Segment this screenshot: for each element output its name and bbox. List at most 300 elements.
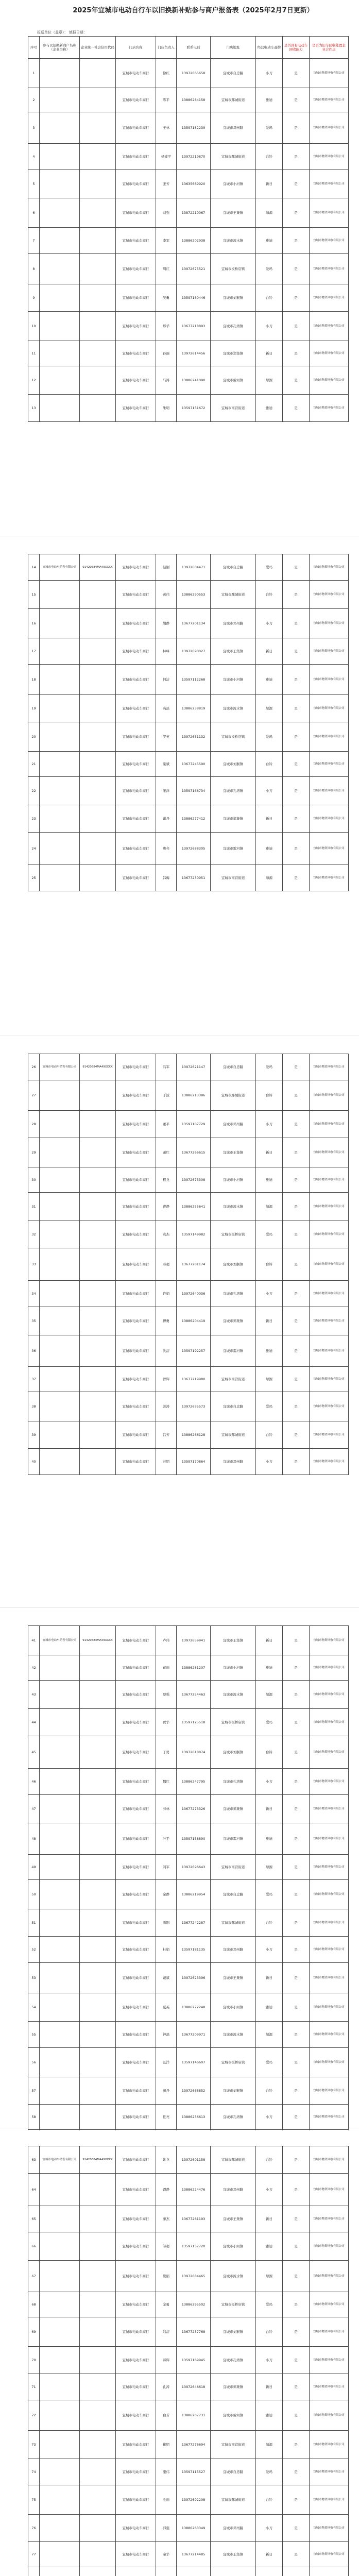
cell-brand: 绿源 bbox=[256, 1855, 283, 1880]
cell-brand: 小刀 bbox=[256, 2105, 283, 2130]
cell-credit-code bbox=[80, 1795, 116, 1823]
cell-partner: 宜城市物资回收有限公司 bbox=[310, 2485, 349, 2515]
cell-manager: 谢丹 bbox=[156, 805, 177, 833]
cell-partner: 宜城市物资回收有限公司 bbox=[310, 1736, 349, 1769]
cell-address: 宜城市邓州路 bbox=[211, 2515, 256, 2542]
merchant-table bbox=[28, 554, 349, 891]
cell-credit-code bbox=[80, 1449, 116, 1475]
cell-credit-code bbox=[80, 722, 116, 752]
cell-recycle: 是 bbox=[283, 2206, 310, 2232]
cell-manager: 邱强 bbox=[156, 2515, 177, 2542]
table-row bbox=[28, 1193, 349, 1221]
cell-phone: 13972675521 bbox=[177, 254, 211, 284]
column-header-credit-code: 企业统一社会信用代码 bbox=[80, 37, 116, 59]
cell-company bbox=[40, 1307, 80, 1335]
cell-recycle: 是 bbox=[283, 144, 310, 170]
cell-address: 宜城市流水镇 bbox=[211, 1193, 256, 1221]
table-row bbox=[28, 2292, 349, 2317]
cell-credit-code bbox=[80, 1080, 116, 1111]
cell-recycle: 是 bbox=[283, 1111, 310, 1138]
cell-seq: 46 bbox=[28, 1769, 40, 1795]
cell-address: 宜城市王集镇 bbox=[211, 2206, 256, 2232]
cell-seq: 29 bbox=[28, 1138, 40, 1167]
table-row bbox=[28, 1335, 349, 1367]
cell-company bbox=[40, 581, 80, 609]
cell-company bbox=[40, 2374, 80, 2400]
cell-phone: 13972684465 bbox=[177, 2261, 211, 2292]
cell-address: 宜城市鄢城街道 bbox=[211, 88, 256, 112]
cell-seq: 72 bbox=[28, 2400, 40, 2431]
merchant-table bbox=[28, 1054, 349, 1475]
column-header-manager: 门店负责人 bbox=[156, 37, 177, 59]
cell-phone: 13597131672 bbox=[177, 395, 211, 422]
cell-company bbox=[40, 1138, 80, 1167]
table-row bbox=[28, 1880, 349, 1909]
table-row bbox=[28, 312, 349, 341]
table-row bbox=[28, 1993, 349, 2022]
table-row bbox=[28, 1909, 349, 1937]
cell-seq: 34 bbox=[28, 1281, 40, 1307]
cell-recycle: 是 bbox=[283, 865, 310, 891]
cell-store: 宜城市电动车商行 bbox=[116, 1193, 156, 1221]
cell-brand: 小刀 bbox=[256, 1937, 283, 1963]
cell-phone: 13886263349 bbox=[177, 2515, 211, 2542]
cell-address: 宜城市王集镇 bbox=[211, 2542, 256, 2567]
cell-company: 宜城市电动车销售有限公司 bbox=[40, 1626, 80, 1655]
cell-brand: 雅迪 bbox=[256, 665, 283, 695]
cell-store: 宜城市电动车商行 bbox=[116, 1111, 156, 1138]
cell-credit-code bbox=[80, 2567, 116, 2576]
cell-store: 宜城市电动车商行 bbox=[116, 1909, 156, 1937]
cell-phone: 13886272248 bbox=[177, 1993, 211, 2022]
cell-manager: 康伟 bbox=[156, 2459, 177, 2485]
cell-phone: 13872210067 bbox=[177, 198, 211, 228]
cell-company bbox=[40, 1795, 80, 1823]
cell-credit-code bbox=[80, 1138, 116, 1167]
cell-phone: 13597182239 bbox=[177, 112, 211, 144]
cell-address: 宜城市孔湾镇 bbox=[211, 1769, 256, 1795]
cell-store: 宜城市电动车商行 bbox=[116, 1626, 156, 1655]
cell-brand: 绿源 bbox=[256, 2261, 283, 2292]
report-unit-line: 报送单位（盖章）： 填报日期： bbox=[37, 30, 87, 35]
cell-brand: 新日 bbox=[256, 170, 283, 198]
cell-credit-code bbox=[80, 2105, 116, 2130]
cell-partner: 宜城市物资回收有限公司 bbox=[310, 2515, 349, 2542]
cell-recycle: 是 bbox=[283, 581, 310, 609]
cell-manager: 贾华 bbox=[156, 1709, 177, 1736]
cell-credit-code bbox=[80, 2347, 116, 2374]
table-row bbox=[28, 2347, 349, 2374]
cell-brand: 台铃 bbox=[256, 284, 283, 312]
cell-brand: 爱玛 bbox=[256, 254, 283, 284]
cell-company bbox=[40, 2174, 80, 2206]
table-row bbox=[28, 341, 349, 366]
cell-recycle: 是 bbox=[283, 2022, 310, 2048]
cell-store: 宜城市电动车商行 bbox=[116, 722, 156, 752]
cell-seq: 56 bbox=[28, 2048, 40, 2077]
cell-brand bbox=[256, 2567, 283, 2576]
cell-seq: 20 bbox=[28, 722, 40, 752]
cell-seq: 41 bbox=[28, 1626, 40, 1655]
cell-phone: 13886284158 bbox=[177, 88, 211, 112]
cell-recycle: 是 bbox=[283, 2374, 310, 2400]
cell-seq: 36 bbox=[28, 1335, 40, 1367]
cell-credit-code bbox=[80, 752, 116, 777]
cell-phone: 13597112268 bbox=[177, 665, 211, 695]
cell-seq: 48 bbox=[28, 1823, 40, 1855]
table-row bbox=[28, 1769, 349, 1795]
cell-manager: 胡静 bbox=[156, 609, 177, 638]
cell-company bbox=[40, 1855, 80, 1880]
table-row bbox=[28, 2232, 349, 2261]
cell-store: 宜城市电动车商行 bbox=[116, 2048, 156, 2077]
cell-recycle: 是 bbox=[283, 254, 310, 284]
cell-credit-code bbox=[80, 1993, 116, 2022]
cell-store: 宜城市电动车商行 bbox=[116, 2431, 156, 2459]
cell-store: 宜城市电动车商行 bbox=[116, 2174, 156, 2206]
cell-partner: 宜城市物资回收有限公司 bbox=[310, 366, 349, 395]
cell-seq: 31 bbox=[28, 1193, 40, 1221]
cell-partner: 宜城市物资回收有限公司 bbox=[310, 88, 349, 112]
cell-credit-code bbox=[80, 865, 116, 891]
cell-recycle: 是 bbox=[283, 2146, 310, 2174]
table-row bbox=[28, 1681, 349, 1709]
cell-recycle: 是 bbox=[283, 198, 310, 228]
cell-credit-code bbox=[80, 395, 116, 422]
cell-recycle: 是 bbox=[283, 2400, 310, 2431]
cell-store: 宜城市电动车商行 bbox=[116, 88, 156, 112]
cell-partner: 宜城市物资回收有限公司 bbox=[310, 2459, 349, 2485]
cell-manager: 蒋丽 bbox=[156, 1655, 177, 1681]
cell-manager: 沈洁 bbox=[156, 1335, 177, 1367]
cell-seq: 54 bbox=[28, 1993, 40, 2022]
cell-recycle: 是 bbox=[283, 665, 310, 695]
cell-seq: 44 bbox=[28, 1709, 40, 1736]
cell-credit-code bbox=[80, 1167, 116, 1193]
table-row bbox=[28, 1823, 349, 1855]
table-row bbox=[28, 1054, 349, 1080]
cell-seq: 26 bbox=[28, 1054, 40, 1080]
cell-partner: 宜城市物资回收有限公司 bbox=[310, 2174, 349, 2206]
cell-credit-code bbox=[80, 665, 116, 695]
cell-address: 宜城市鄢城街道 bbox=[211, 1421, 256, 1449]
cell-phone: 13972651132 bbox=[177, 722, 211, 752]
table-row bbox=[28, 59, 349, 88]
cell-phone: 13597125518 bbox=[177, 1709, 211, 1736]
cell-manager: 宋洋 bbox=[156, 777, 177, 805]
cell-partner: 宜城市物资回收有限公司 bbox=[310, 1281, 349, 1307]
cell-address: 宜城市郑集镇 bbox=[211, 1795, 256, 1823]
cell-store: 宜城市电动车商行 bbox=[116, 2347, 156, 2374]
table-row bbox=[28, 1421, 349, 1449]
cell-address: 宜城市雷河镇 bbox=[211, 1823, 256, 1855]
cell-company bbox=[40, 1655, 80, 1681]
cell-partner: 宜城市物资回收有限公司 bbox=[310, 1367, 349, 1392]
cell-seq: 75 bbox=[28, 2485, 40, 2515]
cell-brand: 爱玛 bbox=[256, 1392, 283, 1421]
cell-partner: 宜城市物资回收有限公司 bbox=[310, 722, 349, 752]
cell-partner: 宜城市物资回收有限公司 bbox=[310, 609, 349, 638]
cell-address: 宜城市流水镇 bbox=[211, 2022, 256, 2048]
cell-recycle: 是 bbox=[283, 366, 310, 395]
cell-address: 宜城市小河镇 bbox=[211, 665, 256, 695]
cell-store: 宜城市电动车商行 bbox=[116, 1335, 156, 1367]
cell-brand: 新日 bbox=[256, 805, 283, 833]
cell-brand: 小刀 bbox=[256, 2174, 283, 2206]
cell-store: 宜城市电动车商行 bbox=[116, 1221, 156, 1248]
cell-phone: 13635669920 bbox=[177, 170, 211, 198]
cell-store: 宜城市电动车商行 bbox=[116, 1823, 156, 1855]
cell-partner: 宜城市物资回收有限公司 bbox=[310, 2077, 349, 2105]
table-row bbox=[28, 112, 349, 144]
cell-address: 宜城市孔湾镇 bbox=[211, 2105, 256, 2130]
cell-seq: 19 bbox=[28, 695, 40, 722]
table-row bbox=[28, 833, 349, 865]
cell-manager: 曹静 bbox=[156, 1193, 177, 1221]
cell-company bbox=[40, 1736, 80, 1769]
cell-address: 宜城市板桥店镇 bbox=[211, 254, 256, 284]
table-row bbox=[28, 1855, 349, 1880]
cell-address: 宜城市邓州路 bbox=[211, 1449, 256, 1475]
cell-recycle: 是 bbox=[283, 2105, 310, 2130]
cell-store: 宜城市电动车商行 bbox=[116, 1307, 156, 1335]
cell-seq: 73 bbox=[28, 2431, 40, 2459]
cell-store: 宜城市电动车商行 bbox=[116, 2261, 156, 2292]
cell-address: 宜城市郑集镇 bbox=[211, 341, 256, 366]
cell-store: 宜城市电动车商行 bbox=[116, 2077, 156, 2105]
cell-address: 宜城市邓州路 bbox=[211, 609, 256, 638]
cell-company bbox=[40, 2485, 80, 2515]
cell-partner: 宜城市物资回收有限公司 bbox=[310, 1054, 349, 1080]
cell-partner: 宜城市物资回收有限公司 bbox=[310, 2206, 349, 2232]
cell-phone: 13886213386 bbox=[177, 1080, 211, 1111]
cell-address: 宜城市南营街道 bbox=[211, 865, 256, 891]
cell-brand: 台铃 bbox=[256, 2485, 283, 2515]
cell-manager: 姚龙 bbox=[156, 2146, 177, 2174]
cell-address: 宜城市自忠路 bbox=[211, 2459, 256, 2485]
cell-recycle: 是 bbox=[283, 752, 310, 777]
cell-phone: 13677266615 bbox=[177, 1138, 211, 1167]
cell-store: 宜城市电动车商行 bbox=[116, 1681, 156, 1709]
cell-store: 宜城市电动车商行 bbox=[116, 554, 156, 581]
cell-partner: 宜城市物资回收有限公司 bbox=[310, 2400, 349, 2431]
cell-brand: 台铃 bbox=[256, 2146, 283, 2174]
cell-store: 宜城市电动车商行 bbox=[116, 2374, 156, 2400]
cell-manager: 黄伟 bbox=[156, 581, 177, 609]
cell-address: 宜城市郑集镇 bbox=[211, 1307, 256, 1335]
cell-store: 宜城市电动车商行 bbox=[116, 1795, 156, 1823]
cell-seq: 53 bbox=[28, 1963, 40, 1993]
cell-recycle: 是 bbox=[283, 695, 310, 722]
cell-address: 宜城市板桥店镇 bbox=[211, 1221, 256, 1248]
cell-seq: 58 bbox=[28, 2105, 40, 2130]
cell-phone: 13972646618 bbox=[177, 2374, 211, 2400]
cell-brand: 雅迪 bbox=[256, 1655, 283, 1681]
cell-store: 宜城市电动车商行 bbox=[116, 695, 156, 722]
cell-recycle: 是 bbox=[283, 1193, 310, 1221]
cell-manager: 白芳 bbox=[156, 2400, 177, 2431]
cell-recycle: 是 bbox=[283, 1367, 310, 1392]
table-row bbox=[28, 1655, 349, 1681]
column-header-partner: 是否为旧车回收处置企业合作点 bbox=[310, 37, 349, 59]
table-row bbox=[28, 2174, 349, 2206]
cell-manager: 梁斌 bbox=[156, 752, 177, 777]
cell-credit-code bbox=[80, 1855, 116, 1880]
cell-phone: 13886202938 bbox=[177, 228, 211, 254]
cell-brand: 小刀 bbox=[256, 1281, 283, 1307]
cell-address: 宜城市鄢城街道 bbox=[211, 2485, 256, 2515]
cell-manager: 郝辉 bbox=[156, 2347, 177, 2374]
cell-address: 宜城市流水镇 bbox=[211, 695, 256, 722]
cell-phone: 13677242287 bbox=[177, 1909, 211, 1937]
table-row bbox=[28, 2077, 349, 2105]
cell-credit-code bbox=[80, 1335, 116, 1367]
table-row bbox=[28, 2317, 349, 2347]
cell-phone: 13886277412 bbox=[177, 805, 211, 833]
cell-brand: 绿源 bbox=[256, 366, 283, 395]
cell-seq: 33 bbox=[28, 1248, 40, 1281]
cell-brand: 台铃 bbox=[256, 1248, 283, 1281]
cell-partner: 宜城市物资回收有限公司 bbox=[310, 2146, 349, 2174]
cell-seq: 3 bbox=[28, 112, 40, 144]
cell-phone: 13886241090 bbox=[177, 366, 211, 395]
table-row bbox=[28, 1709, 349, 1736]
cell-credit-code bbox=[80, 254, 116, 284]
cell-phone: 13972673308 bbox=[177, 1167, 211, 1193]
cell-partner: 宜城市物资回收有限公司 bbox=[310, 1993, 349, 2022]
table-row bbox=[28, 284, 349, 312]
cell-manager: 高磊 bbox=[156, 695, 177, 722]
cell-brand: 雅迪 bbox=[256, 1335, 283, 1367]
cell-recycle: 是 bbox=[283, 1248, 310, 1281]
cell-store: 宜城市电动车商行 bbox=[116, 1963, 156, 1993]
table-row bbox=[28, 1392, 349, 1421]
cell-recycle: 是 bbox=[283, 1392, 310, 1421]
page-3 bbox=[0, 1038, 359, 1605]
cell-phone: 13677230951 bbox=[177, 865, 211, 891]
table-row bbox=[28, 581, 349, 609]
cell-partner: 宜城市物资回收有限公司 bbox=[310, 1655, 349, 1681]
cell-seq: 2 bbox=[28, 88, 40, 112]
column-header-company: 参与以旧换新商户名称（企业全称） bbox=[40, 37, 80, 59]
table-row bbox=[28, 395, 349, 422]
table-row bbox=[28, 366, 349, 395]
cell-credit-code bbox=[80, 2232, 116, 2261]
cell-company bbox=[40, 198, 80, 228]
cell-company bbox=[40, 59, 80, 88]
cell-manager: 吕芳 bbox=[156, 1421, 177, 1449]
cell-address: 宜城市王集镇 bbox=[211, 1626, 256, 1655]
cell-phone: 13972618874 bbox=[177, 1736, 211, 1769]
cell-brand: 新日 bbox=[256, 1795, 283, 1823]
cell-address: 宜城市郑集镇 bbox=[211, 805, 256, 833]
cell-company bbox=[40, 395, 80, 422]
cell-company bbox=[40, 1681, 80, 1709]
cell-seq: 10 bbox=[28, 312, 40, 341]
cell-credit-code bbox=[80, 366, 116, 395]
cell-store: 宜城市电动车商行 bbox=[116, 198, 156, 228]
cell-credit-code bbox=[80, 1367, 116, 1392]
cell-company bbox=[40, 1909, 80, 1937]
cell-seq: 37 bbox=[28, 1367, 40, 1392]
cell-credit-code bbox=[80, 2459, 116, 2485]
cell-store: 宜城市电动车商行 bbox=[116, 1655, 156, 1681]
cell-phone: 13972692208 bbox=[177, 2485, 211, 2515]
cell-company bbox=[40, 1167, 80, 1193]
cell-address: 宜城市刘猴镇 bbox=[211, 1248, 256, 1281]
cell-phone: 13972604471 bbox=[177, 554, 211, 581]
cell-seq: 35 bbox=[28, 1307, 40, 1335]
cell-store: 宜城市电动车商行 bbox=[116, 1449, 156, 1475]
cell-partner: 宜城市物资回收有限公司 bbox=[310, 312, 349, 341]
cell-address: 宜城市鄢城街道 bbox=[211, 1909, 256, 1937]
cell-partner: 宜城市物资回收有限公司 bbox=[310, 144, 349, 170]
cell-phone: 13886290553 bbox=[177, 581, 211, 609]
cell-phone: 13677237768 bbox=[177, 2317, 211, 2347]
cell-address: 宜城市雷河镇 bbox=[211, 1335, 256, 1367]
cell-partner: 宜城市物资回收有限公司 bbox=[310, 1449, 349, 1475]
cell-store: 宜城市电动车商行 bbox=[116, 1421, 156, 1449]
cell-phone: 13972623396 bbox=[177, 1963, 211, 1993]
cell-credit-code bbox=[80, 88, 116, 112]
cell-seq: 6 bbox=[28, 198, 40, 228]
cell-credit-code bbox=[80, 341, 116, 366]
cell-phone: 13677245590 bbox=[177, 752, 211, 777]
cell-partner: 宜城市物资回收有限公司 bbox=[310, 198, 349, 228]
cell-credit-code bbox=[80, 312, 116, 341]
cell-seq: 66 bbox=[28, 2232, 40, 2261]
cell-company bbox=[40, 2077, 80, 2105]
table-row bbox=[28, 1167, 349, 1193]
cell-recycle: 是 bbox=[283, 833, 310, 865]
cell-recycle: 是 bbox=[283, 1138, 310, 1167]
cell-recycle: 是 bbox=[283, 395, 310, 422]
cell-store: 宜城市电动车商行 bbox=[116, 752, 156, 777]
cell-recycle: 是 bbox=[283, 1307, 310, 1335]
cell-company bbox=[40, 665, 80, 695]
cell-manager: 罗英 bbox=[156, 722, 177, 752]
cell-company bbox=[40, 2459, 80, 2485]
cell-company bbox=[40, 2542, 80, 2567]
cell-address: 宜城市板桥店镇 bbox=[211, 1709, 256, 1736]
cell-brand: 爱玛 bbox=[256, 112, 283, 144]
table-row bbox=[28, 2146, 349, 2174]
cell-phone: 13972621147 bbox=[177, 1054, 211, 1080]
cell-company bbox=[40, 2317, 80, 2347]
cell-recycle: 是 bbox=[283, 1449, 310, 1475]
cell-manager: 朱明 bbox=[156, 395, 177, 422]
cell-manager: 陆洁 bbox=[156, 2317, 177, 2347]
table-row bbox=[28, 2515, 349, 2542]
cell-partner: 宜城市物资回收有限公司 bbox=[310, 2347, 349, 2374]
cell-company bbox=[40, 170, 80, 198]
cell-brand: 绿源 bbox=[256, 1193, 283, 1221]
cell-partner: 宜城市物资回收有限公司 bbox=[310, 1335, 349, 1367]
cell-seq: 40 bbox=[28, 1449, 40, 1475]
cell-manager: 毛丽 bbox=[156, 2485, 177, 2515]
cell-recycle: 是 bbox=[283, 1963, 310, 1993]
cell-brand: 绿源 bbox=[256, 198, 283, 228]
cell-credit-code bbox=[80, 59, 116, 88]
table-row bbox=[28, 2048, 349, 2077]
cell-credit-code bbox=[80, 1193, 116, 1221]
column-header-phone: 联系电话 bbox=[177, 37, 211, 59]
cell-manager: 彭涛 bbox=[156, 1392, 177, 1421]
cell-brand: 小刀 bbox=[256, 2515, 283, 2542]
cell-recycle: 是 bbox=[283, 59, 310, 88]
page-1 bbox=[0, 0, 359, 515]
cell-credit-code: 91420684MA49XXXX bbox=[80, 1054, 116, 1080]
